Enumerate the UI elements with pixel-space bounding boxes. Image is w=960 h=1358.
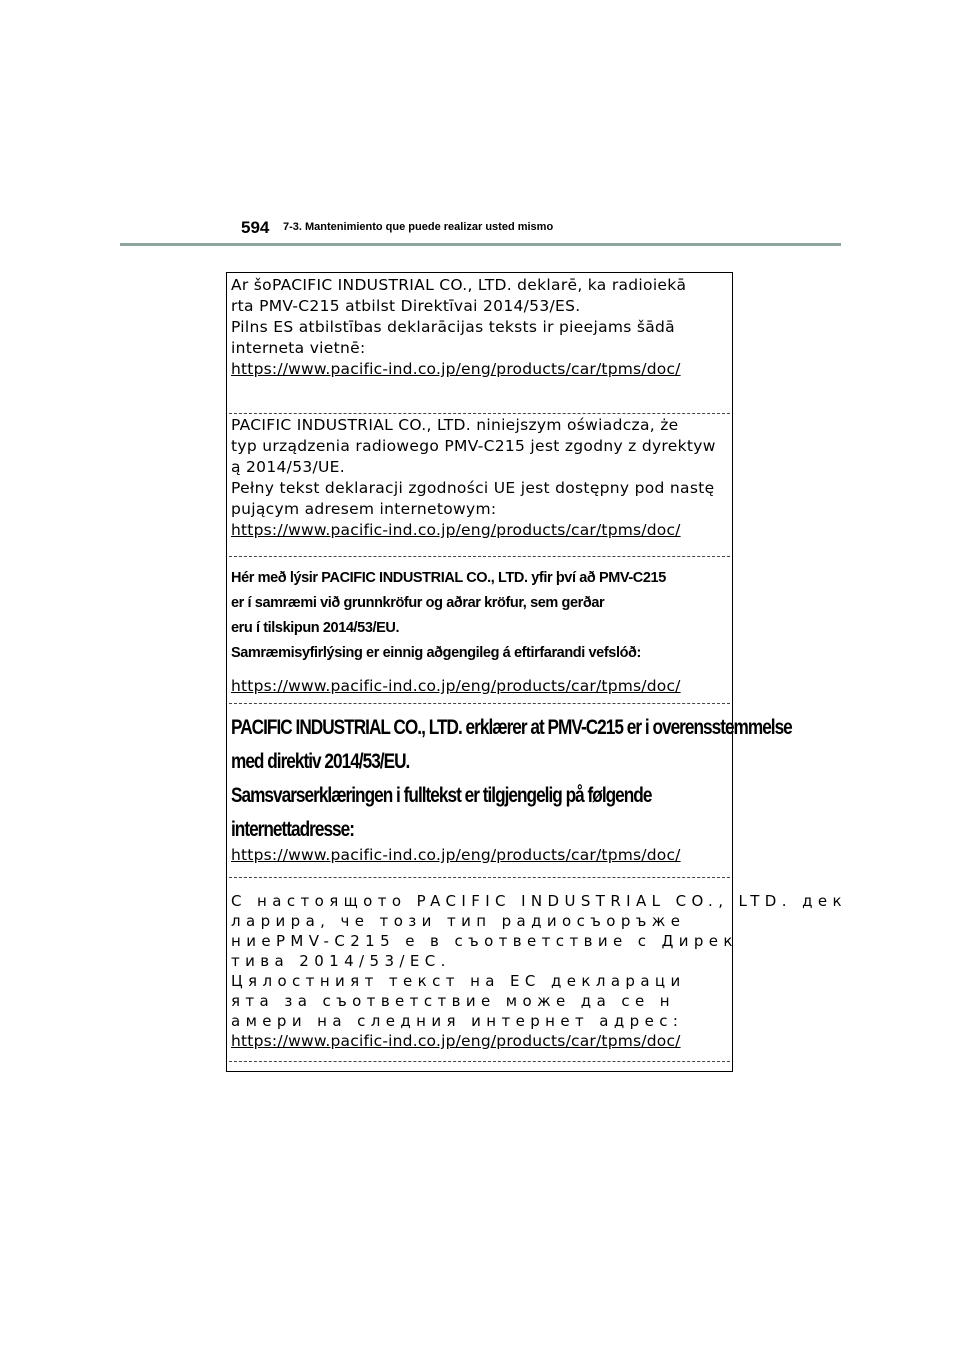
declaration-norwegian: [231, 711, 792, 865]
text-line: тива 2014/53/ЕС.: [231, 952, 451, 970]
declaration-url-link[interactable]: https://www.pacific-ind.co.jp/eng/products/car/tpms/doc/: [231, 846, 681, 864]
text-line: Pilns ES atbilstības deklarācijas teksts ir pieejams šādā: [231, 318, 675, 336]
text-line: Цялостният текст на ЕС деклараци: [231, 972, 686, 990]
block-divider: [229, 877, 730, 878]
text-line: med direktiv 2014/53/EU.: [231, 750, 410, 773]
declaration-url-link[interactable]: https://www.pacific-ind.co.jp/eng/products/car/tpms/doc/: [231, 521, 681, 539]
header-rule: [120, 243, 841, 246]
text-line: Samsvarserklæringen i fulltekst er tilgjengelig på følgende: [231, 784, 652, 807]
block-divider: [229, 1061, 730, 1062]
text-line: Ar šoPACIFIC INDUSTRIAL CO., LTD. deklarē, ka radioiekā: [231, 276, 687, 294]
declaration-polish: [231, 415, 729, 541]
declaration-bulgarian: [231, 891, 847, 1051]
text-line: С настоящото PACIFIC INDUSTRIAL CO., LTD. дек: [231, 892, 847, 910]
text-line: interneta vietnē:: [231, 339, 366, 357]
declaration-url-link[interactable]: https://www.pacific-ind.co.jp/eng/products/car/tpms/doc/: [231, 1032, 681, 1050]
section-title: 7-3. Mantenimiento que puede realizar usted mismo: [283, 221, 554, 233]
text-line: PACIFIC INDUSTRIAL CO., LTD. niniejszym oświadcza, że: [231, 416, 679, 434]
text-line: ниеPMV-C215 е в съответствие с Дирек: [231, 932, 738, 950]
text-line: rta PMV-C215 atbilst Direktīvai 2014/53/ES.: [231, 297, 581, 315]
text-line: Samræmisyfirlýsing er einnig aðgengileg á eftirfarandi vefslóð:: [231, 645, 641, 661]
text-line: PACIFIC INDUSTRIAL CO., LTD. erklærer at PMV-C215 er i overensstemmelse: [231, 716, 792, 739]
text-line: eru í tilskipun 2014/53/EU.: [231, 620, 400, 636]
block-divider: [229, 556, 730, 557]
declaration-icelandic: [231, 566, 729, 700]
text-line: pującym adresem internetowym:: [231, 500, 497, 518]
declaration-latvian: [231, 275, 729, 380]
page-number: 594: [241, 218, 270, 237]
text-line: ą 2014/53/UE.: [231, 458, 346, 476]
declaration-box: [226, 272, 847, 1072]
declaration-url-link[interactable]: https://www.pacific-ind.co.jp/eng/products/car/tpms/doc/: [231, 677, 681, 695]
block-divider: [229, 703, 730, 704]
text-line: ята за съответствие може да се н: [231, 992, 675, 1010]
text-line: ларира, че този тип радиосъоръже: [231, 912, 686, 930]
block-divider: [229, 413, 730, 414]
text-line: Hér með lýsir PACIFIC INDUSTRIAL CO., LTD. yfir því að PMV-C215: [231, 570, 666, 586]
text-line: typ urządzenia radiowego PMV-C215 jest zgodny z dyrektyw: [231, 437, 716, 455]
declaration-url-link[interactable]: https://www.pacific-ind.co.jp/eng/products/car/tpms/doc/: [231, 360, 681, 378]
text-line: амери на следния интернет адрес:: [231, 1012, 684, 1030]
text-line: internettadresse:: [231, 818, 354, 841]
text-line: Pełny tekst deklaracji zgodności UE jest dostępny pod nastę: [231, 479, 715, 497]
text-line: er í samræmi við grunnkröfur og aðrar kröfur, sem gerðar: [231, 595, 605, 611]
